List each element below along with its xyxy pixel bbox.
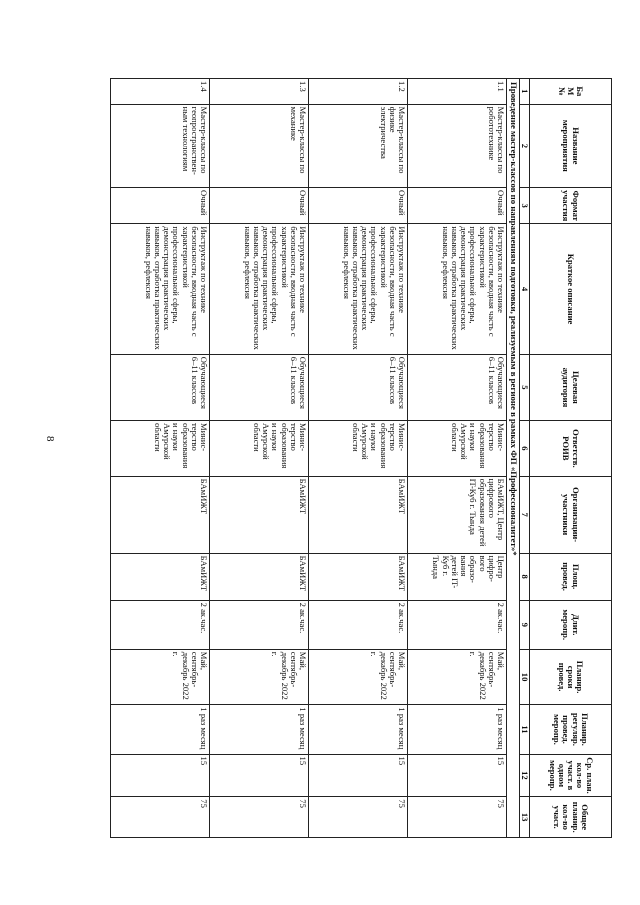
event-name: Мастер-классы по робототехнике [408, 104, 507, 187]
event-description: Инструктаж по технике безопасности, вводная часть с характеристикой профессиональной сферы, демонстрация практических навыков, отработка практических навыков, рефлексия [309, 224, 408, 354]
column-number-row [519, 79, 529, 838]
event-dates: Май, сентябрь-декабрь 2022 г. [408, 649, 507, 705]
event-dates: Май, сентябрь-декабрь 2022 г. [111, 649, 210, 705]
event-description: Инструктаж по технике безопасности, вводная часть с характеристикой профессиональной сферы, демонстрация практических навыков, отработка практических навыков, рефлексия [210, 224, 309, 354]
event-duration: 2 ак.час. [408, 600, 507, 649]
responsible-roiv: Минис-терство образования и науки Амурской области [408, 421, 507, 477]
event-name: Мастер-классы по геопространствен-ным технологиям [111, 104, 210, 187]
event-dates: Май, сентябрь-декабрь 2022 г. [309, 649, 408, 705]
header-cell: Формат участия [530, 188, 612, 224]
total-participants: 75 [210, 797, 309, 838]
event-duration: 2 ак.час. [111, 600, 210, 649]
header-row [530, 79, 612, 838]
table-row [408, 79, 507, 838]
event-duration: 2 ак.час. [309, 600, 408, 649]
participating-orgs: БАмИЖТ [309, 476, 408, 553]
header-cell: Целевая аудитория [530, 354, 612, 420]
column-number: 10 [519, 649, 529, 705]
header-cell: Ответств. РОИВ [530, 421, 612, 477]
header-cell: Название мероприятия [530, 104, 612, 187]
avg-participants: 15 [408, 754, 507, 797]
avg-participants: 15 [309, 754, 408, 797]
header-cell: Организации-участники [530, 476, 612, 553]
participating-orgs: БАмИЖТ [111, 476, 210, 553]
event-regularity: 1 раз месяц [210, 705, 309, 754]
column-number: 9 [519, 600, 529, 649]
column-number: 4 [519, 224, 529, 354]
target-audience: Обучающиеся 6–11 классов [408, 354, 507, 420]
column-number: 11 [519, 705, 529, 754]
header-cell: Ба М № [530, 79, 612, 105]
row-number: 1.3 [210, 79, 309, 105]
column-number: 12 [519, 754, 529, 797]
column-number: 6 [519, 421, 529, 477]
table-row [111, 79, 210, 838]
header-cell: Планир. регуляр. провед. меропр. [530, 705, 612, 754]
page-number: 8 [44, 436, 56, 442]
event-format: Очный [309, 188, 408, 224]
event-format: Очный [408, 188, 507, 224]
total-participants: 75 [309, 797, 408, 838]
responsible-roiv: Минис-терство образования и науки Амурской области [210, 421, 309, 477]
header-cell: Общее планир. кол-во участ. [530, 797, 612, 838]
column-number: 8 [519, 553, 529, 600]
column-number: 3 [519, 188, 529, 224]
table-row [309, 79, 408, 838]
row-number: 1.2 [309, 79, 408, 105]
event-description: Инструктаж по технике безопасности, вводная часть с характеристикой профессиональной сферы, демонстрация практических навыков, отработка практических навыков, рефлексия [408, 224, 507, 354]
avg-participants: 15 [210, 754, 309, 797]
header-cell: Ср. план. кол-во участ. в одном меропр. [530, 754, 612, 797]
table-row [210, 79, 309, 838]
event-dates: Май, сентябрь-декабрь 2022 г. [210, 649, 309, 705]
row-number: 1.1 [408, 79, 507, 105]
responsible-roiv: Минис-терство образования и науки Амурской области [309, 421, 408, 477]
total-participants: 75 [408, 797, 507, 838]
header-cell: Площ. провед. [530, 553, 612, 600]
event-place: Центр цифро-вого образо-вания детей IT-Куб г. Тында [408, 553, 507, 600]
event-format: Очный [210, 188, 309, 224]
avg-participants: 15 [111, 754, 210, 797]
header-cell: Длит. меропр. [530, 600, 612, 649]
event-name: Мастер-классы по физике электричества [309, 104, 408, 187]
target-audience: Обучающиеся 6–11 классов [210, 354, 309, 420]
section-row [507, 79, 520, 838]
event-place: БАмИЖТ [309, 553, 408, 600]
column-number: 2 [519, 104, 529, 187]
event-regularity: 1 раз месяц [408, 705, 507, 754]
responsible-roiv: Минис-терство образования и науки Амурской области [111, 421, 210, 477]
column-number: 7 [519, 476, 529, 553]
event-regularity: 1 раз месяц [309, 705, 408, 754]
target-audience: Обучающиеся 6–11 классов [309, 354, 408, 420]
rotated-table-container [72, 78, 612, 838]
event-name: Мастер-классы по механике [210, 104, 309, 187]
row-number: 1.4 [111, 79, 210, 105]
event-place: БАмИЖТ [210, 553, 309, 600]
header-cell: Краткое описание [530, 224, 612, 354]
column-number: 5 [519, 354, 529, 420]
total-participants: 75 [111, 797, 210, 838]
event-format: Очный [111, 188, 210, 224]
events-table [110, 78, 612, 838]
event-regularity: 1 раз месяц [111, 705, 210, 754]
participating-orgs: БАмИЖТ [210, 476, 309, 553]
target-audience: Обучающиеся 6–11 классов [111, 354, 210, 420]
event-place: БАмИЖТ [111, 553, 210, 600]
column-number: 13 [519, 797, 529, 838]
event-description: Инструктаж по технике безопасности, вводная часть с характеристикой профессиональной сферы, демонстрация практических навыков, отработка практических навыков, рефлексия [111, 224, 210, 354]
header-cell: Планир. сроки провед. [530, 649, 612, 705]
column-number: 1 [519, 79, 529, 105]
event-duration: 2 ак.час. [210, 600, 309, 649]
section-title: Проведение мастер-классов по направлениям подготовки, реализуемым в регионе в рамках ФП «Профессионалитет»* [507, 79, 520, 838]
participating-orgs: БАмИЖТ, Центр цифрового образования детей IT-Куб г. Тында [408, 476, 507, 553]
